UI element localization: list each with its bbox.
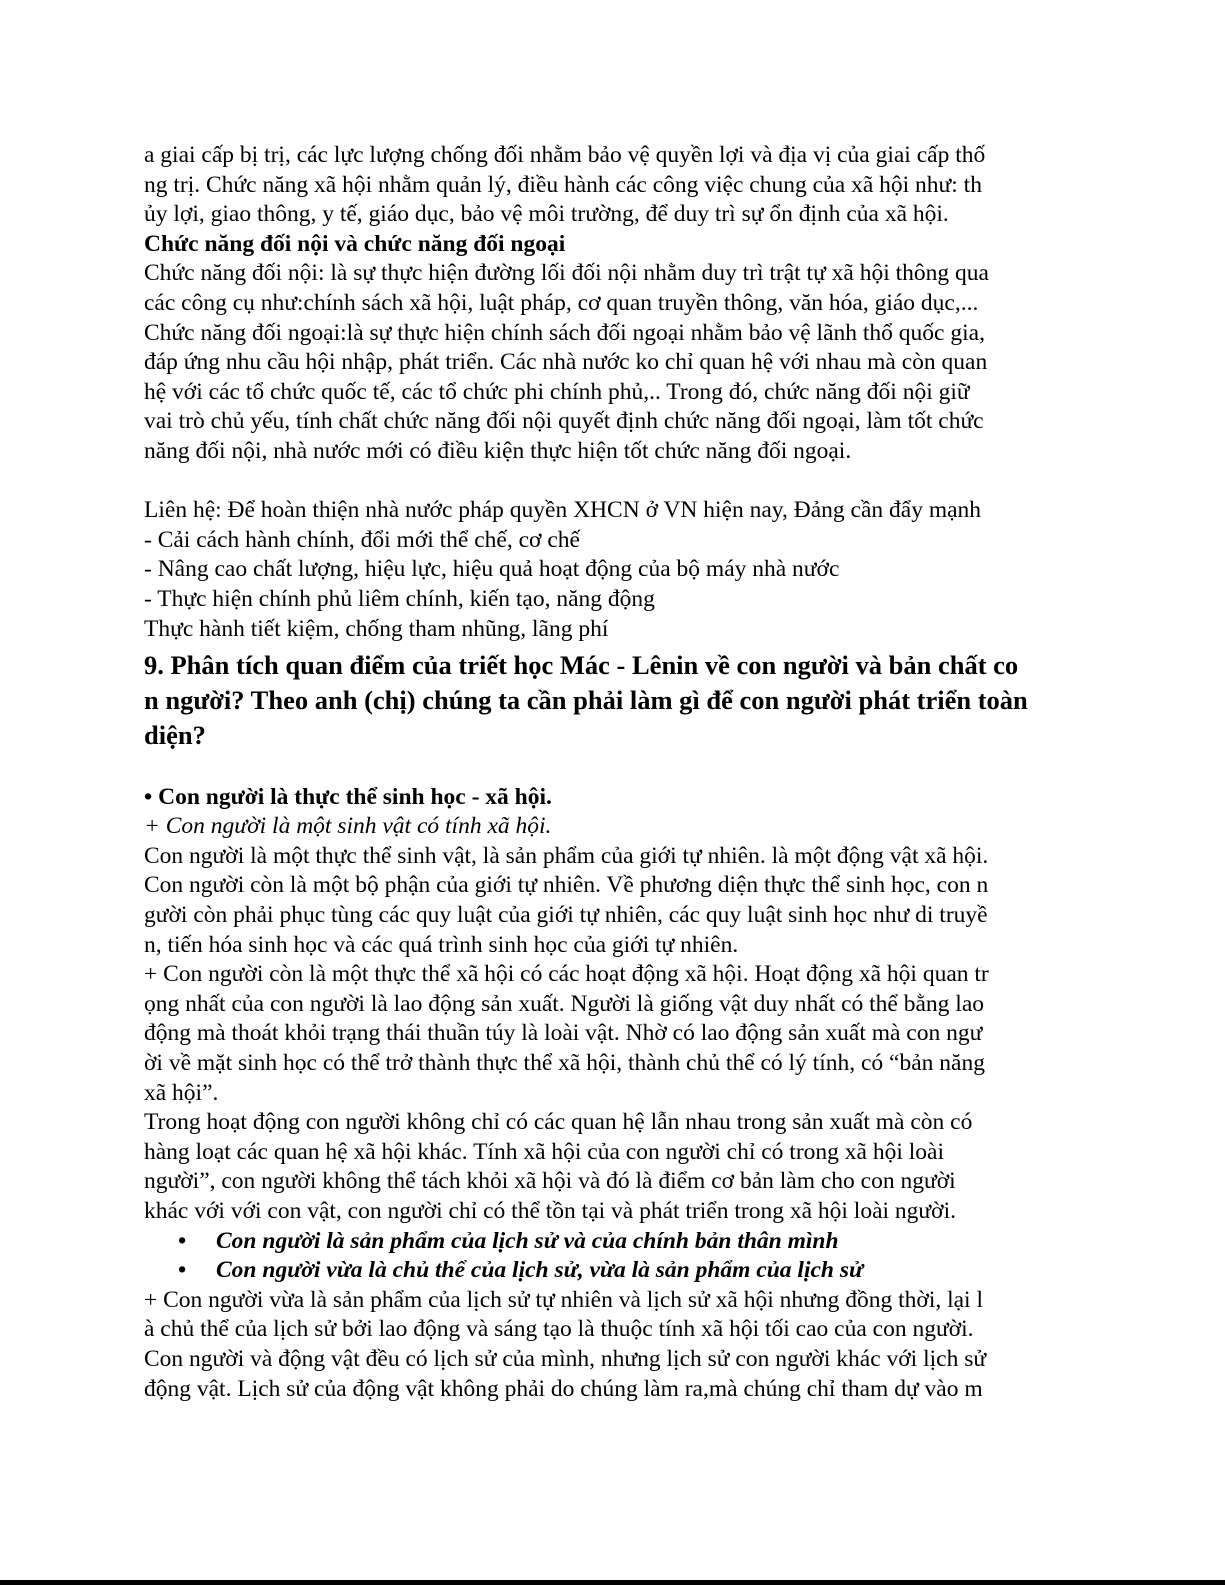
document-page (144, 141, 1084, 1404)
heading-line: 9. Phân tích quan điểm của triết học Mác - Lênin về con người và bản chất co (144, 650, 1019, 681)
blank-line (144, 753, 1084, 783)
bullet-item (144, 1256, 1084, 1286)
text-line: các công cụ như:chính sách xã hội, luật pháp, cơ quan truyền thông, văn hóa, giáo dục,... (144, 289, 979, 316)
text-line: ng trị. Chức năng xã hội nhằm quản lý, điều hành các công việc chung của xã hội như: th (144, 171, 982, 198)
text-line: xã hội”. (144, 1079, 219, 1106)
text-line: a giai cấp bị trị, các lực lượng chống đối nhằm bảo vệ quyền lợi và địa vị của giai cấp thố (144, 142, 986, 168)
blank-line (144, 467, 1084, 497)
bullet-text: Con người là sản phẩm của lịch sử và của chính bản thân mình (216, 1227, 839, 1254)
text-line: à chủ thể của lịch sử bởi lao động và sáng tạo là thuộc tính xã hội tối cao của con người. (144, 1316, 974, 1343)
body-paragraph-2 (144, 1286, 1084, 1404)
heading-line: diện? (144, 720, 206, 751)
body-paragraph-1 (144, 842, 1084, 1227)
bullet-list (144, 1227, 1084, 1286)
bullet-text: Con người vừa là chủ thể của lịch sử, vừa là sản phẩm của lịch sử (216, 1257, 864, 1284)
text-line: Thực hành tiết kiệm, chống tham nhũng, lãng phí (144, 615, 609, 642)
text-line: Chức năng đối nội: là sự thực hiện đường lối đối nội nhằm duy trì trật tự xã hội thông qua (144, 260, 989, 287)
text-line: Liên hệ: Để hoàn thiện nhà nước pháp quyền XHCN ở VN hiện nay, Đảng cần đẩy mạnh (144, 497, 982, 524)
text-line: đáp ứng nhu cầu hội nhập, phát triển. Các nhà nước ko chỉ quan hệ với nhau mà còn quan (144, 349, 988, 376)
text-line: ời về mặt sinh học có thể trở thành thực thể xã hội, thành chủ thể có lý tính, có “bản năng (144, 1050, 985, 1077)
text-line: - Nâng cao chất lượng, hiệu lực, hiệu quả hoạt động của bộ máy nhà nước (144, 556, 840, 583)
text-line: Con người là một thực thể sinh vật, là sản phẩm của giới tự nhiên. là một động vật xã hội. (144, 842, 989, 869)
bullet-item (144, 1227, 1084, 1257)
text-line: gười còn phải phục tùng các quy luật của giới tự nhiên, các quy luật sinh học như di truyề (144, 902, 988, 929)
lien-he-paragraph (144, 496, 1084, 644)
point-subheading: + Con người là một sinh vật có tính xã hội. (144, 813, 552, 840)
text-line: ọng nhất của con người là lao động sản xuất. Người là giống vật duy nhất có thể bằng lao (144, 990, 984, 1017)
text-line: hàng loạt các quan hệ xã hội khác. Tính xã hội của con người chỉ có trong xã hội loài (144, 1138, 944, 1165)
question-heading (144, 648, 1084, 753)
text-line: Trong hoạt động con người không chỉ có các quan hệ lẫn nhau trong sản xuất mà còn có (144, 1109, 973, 1136)
text-line: động vật. Lịch sử của động vật không phải do chúng làm ra,mà chúng chỉ tham dự vào m (144, 1375, 983, 1402)
text-line: vai trò chủ yếu, tính chất chức năng đối nội quyết định chức năng đối ngoại, làm tốt chức (144, 408, 984, 435)
point-heading: • Con người là thực thể sinh học - xã hội. (144, 783, 552, 810)
text-line: + Con người vừa là sản phẩm của lịch sử tự nhiên và lịch sử xã hội nhưng đồng thời, lại l (144, 1286, 983, 1313)
text-line: người”, con người không thể tách khỏi xã hội và đó là điểm cơ bản làm cho con người (144, 1168, 956, 1195)
section-title: Chức năng đối nội và chức năng đối ngoại (144, 230, 566, 257)
text-line: n, tiến hóa sinh học và các quá trình sinh học của giới tự nhiên. (144, 931, 739, 958)
bullet-icon: • (178, 1257, 187, 1284)
text-line: ủy lợi, giao thông, y tế, giáo dục, bảo vệ môi trường, để duy trì sự ổn định của xã hội. (144, 201, 949, 228)
text-line: khác với với con vật, con người chỉ có thể tồn tại và phát triển trong xã hội loài người. (144, 1198, 956, 1224)
heading-line: n người? Theo anh (chị) chúng ta cần phải làm gì để con người phát triển toàn (144, 685, 1028, 716)
text-line: - Cải cách hành chính, đổi mới thể chế, cơ chế (144, 526, 580, 553)
text-line: hệ với các tổ chức quốc tế, các tổ chức phi chính phủ,.. Trong đó, chức năng đối nội giữ (144, 378, 970, 405)
section-paragraph (144, 259, 1084, 466)
text-line: Con người còn là một bộ phận của giới tự nhiên. Về phương diện thực thể sinh học, con n (144, 872, 989, 899)
text-line: Con người và động vật đều có lịch sử của mình, nhưng lịch sử con người khác với lịch sử (144, 1345, 987, 1372)
text-line: + Con người còn là một thực thể xã hội có các hoạt động xã hội. Hoạt động xã hội quan tr (144, 961, 989, 988)
text-line: động mà thoát khỏi trạng thái thuần túy là loài vật. Nhờ có lao động sản xuất mà con ngư (144, 1020, 983, 1047)
intro-paragraph (144, 141, 1084, 230)
page-bottom-edge (0, 1580, 1225, 1585)
text-line: - Thực hiện chính phủ liêm chính, kiến tạo, năng động (144, 585, 655, 612)
bullet-icon: • (178, 1227, 187, 1254)
text-line: năng đối nội, nhà nước mới có điều kiện thực hiện tốt chức năng đối ngoại. (144, 437, 852, 464)
text-line: Chức năng đối ngoại:là sự thực hiện chính sách đối ngoại nhằm bảo vệ lãnh thổ quốc gia, (144, 319, 985, 346)
